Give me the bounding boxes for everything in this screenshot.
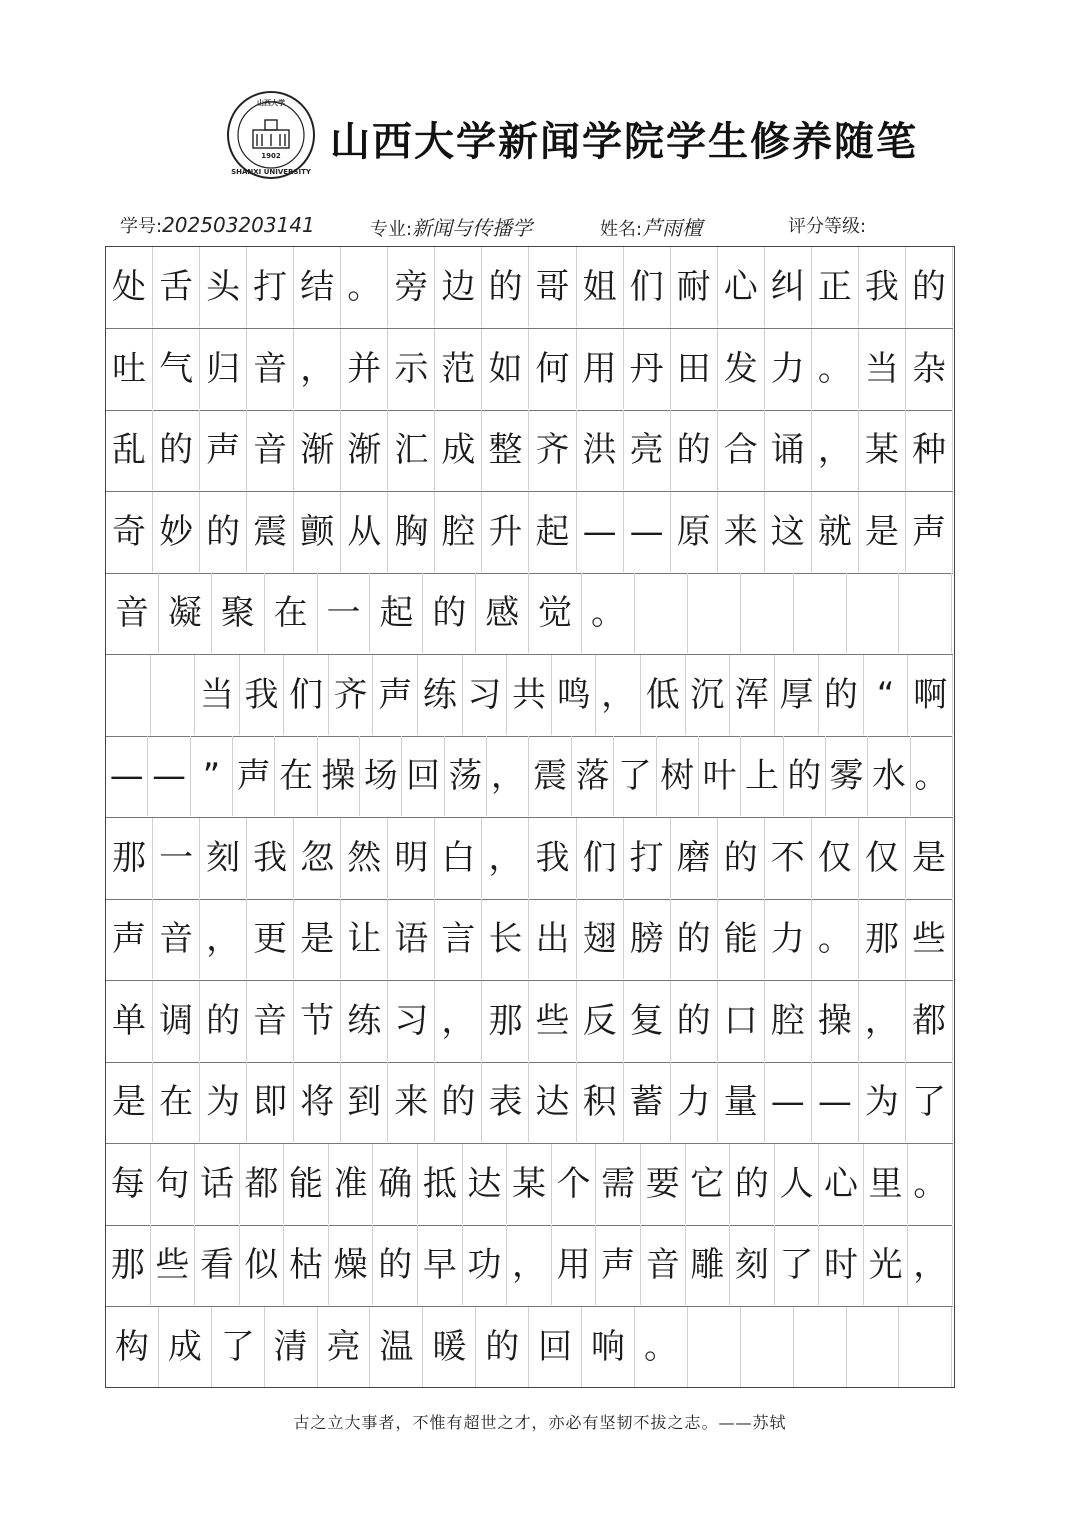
grid-cell: 丹: [624, 329, 671, 409]
grid-row: [106, 247, 953, 329]
grid-cell: 耐: [671, 247, 718, 327]
grid-cell: 田: [671, 329, 718, 409]
grid-cell: 汇: [388, 410, 435, 490]
grid-cell: ，: [859, 981, 906, 1061]
grid-cell: 了: [906, 1062, 953, 1142]
grid-cell: 来: [388, 1062, 435, 1142]
grid-cell-empty: [847, 1307, 900, 1387]
grid-cell: 当: [859, 329, 906, 409]
grid-cell: 的: [906, 247, 953, 327]
grid-cell: 复: [624, 981, 671, 1061]
grid-cell: 早: [418, 1225, 463, 1305]
grid-cell: 旁: [388, 247, 435, 327]
grid-cell: 仅: [812, 818, 859, 898]
grid-cell: 都: [240, 1144, 285, 1224]
grid-cell: 那: [106, 818, 153, 898]
grid-cell: 如: [482, 329, 529, 409]
grid-cell: 妙: [153, 492, 200, 572]
grid-cell: 一: [318, 573, 371, 653]
grid-cell: 乱: [106, 410, 153, 490]
grid-cell: 范: [435, 329, 482, 409]
grid-cell-empty: [741, 573, 794, 653]
grid-cell: 明: [388, 818, 435, 898]
grid-cell: 我: [530, 818, 577, 898]
grid-cell: 腔: [435, 492, 482, 572]
grid-cell: 暖: [423, 1307, 476, 1387]
grid-cell: 树: [657, 736, 699, 816]
grid-cell: 每: [106, 1144, 151, 1224]
grid-cell: 的: [718, 818, 765, 898]
grid-cell-empty: [688, 573, 741, 653]
grid-cell: 音: [247, 410, 294, 490]
grid-cell: ，: [812, 410, 859, 490]
grid-cell: 渐: [294, 410, 341, 490]
grid-row: [106, 818, 953, 900]
grid-cell: 响: [582, 1307, 635, 1387]
grid-cell: —: [624, 492, 671, 572]
grid-cell: 当: [195, 655, 240, 735]
grid-cell: 。: [908, 1144, 953, 1224]
grid-row: [106, 981, 953, 1063]
grid-cell: ，: [435, 981, 482, 1061]
grid-cell: 白: [435, 818, 482, 898]
grid-row: [106, 1062, 953, 1144]
grid-cell: 反: [577, 981, 624, 1061]
grid-cell: 们: [284, 655, 329, 735]
grid-cell: 洪: [577, 410, 624, 490]
grid-cell: 。: [812, 899, 859, 979]
grid-cell: 需: [596, 1144, 641, 1224]
grid-row: [106, 1225, 953, 1307]
grid-cell: 沉: [686, 655, 731, 735]
grid-cell: 时: [819, 1225, 864, 1305]
grid-cell: 何: [530, 329, 577, 409]
grid-cell: 整: [482, 410, 529, 490]
grid-row: [106, 899, 953, 981]
grid-cell: 然: [341, 818, 388, 898]
grid-cell: 打: [247, 247, 294, 327]
grid-cell: 共: [507, 655, 552, 735]
grid-cell: 声: [200, 410, 247, 490]
grid-cell: 它: [686, 1144, 731, 1224]
grid-cell: —: [577, 492, 624, 572]
grid-cell: ，: [482, 818, 529, 898]
grid-cell: 蓄: [624, 1062, 671, 1142]
grid-row: [106, 736, 953, 818]
grid-cell: 的: [435, 1062, 482, 1142]
grid-cell: 声: [233, 736, 275, 816]
grid-cell: 的: [423, 573, 476, 653]
grid-cell: 成: [435, 410, 482, 490]
grid-cell: 个: [552, 1144, 597, 1224]
grid-cell: 功: [463, 1225, 508, 1305]
grid-cell: 诵: [765, 410, 812, 490]
grid-cell: 些: [530, 981, 577, 1061]
grid-cell: 感: [476, 573, 529, 653]
page-header: [0, 70, 1080, 200]
grid-cell: 膀: [624, 899, 671, 979]
grid-cell: 了: [775, 1225, 820, 1305]
grid-cell: 场: [360, 736, 402, 816]
grid-cell: 的: [373, 1225, 418, 1305]
grid-cell: 言: [435, 899, 482, 979]
grid-cell: 人: [775, 1144, 820, 1224]
grid-cell: 心: [718, 247, 765, 327]
grid-cell: 力: [765, 329, 812, 409]
grid-cell: 在: [153, 1062, 200, 1142]
grid-cell: 里: [864, 1144, 909, 1224]
grid-cell: 音: [641, 1225, 686, 1305]
grid-cell-empty: [741, 1307, 794, 1387]
grid-cell: 凝: [159, 573, 212, 653]
grid-cell: ，: [507, 1225, 552, 1305]
grid-cell: 音: [247, 981, 294, 1061]
grid-row: [106, 410, 953, 492]
grid-cell: 仅: [859, 818, 906, 898]
grid-cell: 的: [671, 981, 718, 1061]
grid-cell: 确: [373, 1144, 418, 1224]
footer-quote: 古之立大事者，不惟有超世之才，亦必有坚韧不拔之志。——苏轼: [293, 1413, 787, 1432]
grid-cell: 渐: [341, 410, 388, 490]
grid-cell: 示: [388, 329, 435, 409]
grid-cell: 原: [671, 492, 718, 572]
grid-cell-empty: [900, 1307, 953, 1387]
name-label: 姓名:: [600, 219, 643, 240]
grid-cell: 操: [812, 981, 859, 1061]
grid-cell: 了: [614, 736, 656, 816]
grid-cell: 啊: [908, 655, 953, 735]
grid-cell: 从: [341, 492, 388, 572]
grid-cell: 亮: [624, 410, 671, 490]
grid-cell: 某: [859, 410, 906, 490]
grid-cell: 。: [911, 736, 953, 816]
grid-cell: 音: [106, 573, 159, 653]
grid-cell: 我: [247, 818, 294, 898]
grid-cell: 抵: [418, 1144, 463, 1224]
grid-cell: 回: [402, 736, 444, 816]
grid-cell: ”: [191, 736, 233, 816]
seal-year: 1902: [261, 152, 281, 160]
major-field: [370, 212, 532, 241]
grid-cell: 更: [247, 899, 294, 979]
grid-cell: 不: [765, 818, 812, 898]
grid-cell: 些: [151, 1225, 196, 1305]
grid-cell: 腔: [765, 981, 812, 1061]
grid-cell: 为: [859, 1062, 906, 1142]
grid-cell: 。: [582, 573, 635, 653]
grid-cell-empty: [847, 573, 900, 653]
grid-cell: 让: [341, 899, 388, 979]
seal-text-top: 山西大学: [257, 99, 285, 107]
grid-cell: 的: [153, 410, 200, 490]
grid-cell: 结: [294, 247, 341, 327]
grid-cell: 能: [718, 899, 765, 979]
student-id-value: 202503203141: [162, 213, 315, 237]
grid-cell: 用: [552, 1225, 597, 1305]
grid-cell: 习: [463, 655, 508, 735]
grid-cell: 似: [240, 1225, 285, 1305]
grid-cell: 震: [530, 736, 572, 816]
grid-cell: —: [812, 1062, 859, 1142]
grid-cell: 为: [200, 1062, 247, 1142]
grid-cell: —: [106, 736, 148, 816]
grid-cell: 雕: [686, 1225, 731, 1305]
grid-cell: 了: [212, 1307, 265, 1387]
grid-cell: 奇: [106, 492, 153, 572]
grid-cell: 觉: [529, 573, 582, 653]
grid-cell: 在: [265, 573, 318, 653]
grid-cell: 齐: [329, 655, 374, 735]
grid-cell: 磨: [671, 818, 718, 898]
grid-cell: 到: [341, 1062, 388, 1142]
grid-cell: 力: [765, 899, 812, 979]
grid-cell: 舌: [153, 247, 200, 327]
grid-cell: ，: [200, 899, 247, 979]
grid-cell: 语: [388, 899, 435, 979]
grid-cell: 清: [265, 1307, 318, 1387]
grid-cell: 出: [530, 899, 577, 979]
grid-cell: 看: [195, 1225, 240, 1305]
grid-cell: 刻: [200, 818, 247, 898]
grid-cell: 鸣: [552, 655, 597, 735]
grid-cell: 。: [635, 1307, 688, 1387]
grid-cell: [151, 655, 196, 735]
page-title: 山西大学新闻学院学生修养随笔: [330, 118, 918, 165]
grid-cell: 成: [159, 1307, 212, 1387]
grid-cell: 忽: [294, 818, 341, 898]
grid-cell: 力: [671, 1062, 718, 1142]
grid-row: [106, 573, 953, 655]
grid-cell: 震: [247, 492, 294, 572]
grid-cell: 声: [906, 492, 953, 572]
grid-cell: 发: [718, 329, 765, 409]
grid-cell: 心: [819, 1144, 864, 1224]
grid-cell: 的: [730, 1144, 775, 1224]
grid-cell: 节: [294, 981, 341, 1061]
grid-cell-empty: [794, 1307, 847, 1387]
grid-cell: 达: [463, 1144, 508, 1224]
grid-cell: 水: [868, 736, 910, 816]
grid-cell: 的: [819, 655, 864, 735]
grid-cell: 并: [341, 329, 388, 409]
grid-cell: —: [765, 1062, 812, 1142]
grid-cell: 的: [200, 492, 247, 572]
grid-cell: 们: [577, 818, 624, 898]
grid-cell: 的: [482, 247, 529, 327]
grid-cell: 亮: [318, 1307, 371, 1387]
grid-cell: 是: [294, 899, 341, 979]
grid-cell: 是: [906, 818, 953, 898]
grid-cell: 厚: [775, 655, 820, 735]
grid-cell: 。: [341, 247, 388, 327]
name-field: [600, 212, 702, 241]
grid-cell: 齐: [530, 410, 577, 490]
grid-cell: 翅: [577, 899, 624, 979]
grid-cell: ，: [487, 736, 529, 816]
grid-cell: 练: [341, 981, 388, 1061]
grid-cell: 头: [200, 247, 247, 327]
grid-cell: 的: [200, 981, 247, 1061]
major-label: 专业:: [370, 219, 413, 240]
grade-field: [788, 212, 866, 238]
grid-cell: 即: [247, 1062, 294, 1142]
grid-cell: 归: [200, 329, 247, 409]
grid-cell: 在: [275, 736, 317, 816]
grid-cell: 叶: [699, 736, 741, 816]
grid-cell: 要: [641, 1144, 686, 1224]
grid-cell: 那: [106, 1225, 151, 1305]
grid-row: [106, 1307, 953, 1389]
writing-grid: [105, 246, 955, 1388]
grid-cell: 用: [577, 329, 624, 409]
grid-cell: 打: [624, 818, 671, 898]
grid-cell: 刻: [730, 1225, 775, 1305]
grid-cell-empty: [794, 573, 847, 653]
grid-cell: 构: [106, 1307, 159, 1387]
grid-cell: 落: [572, 736, 614, 816]
grid-cell: 燥: [329, 1225, 374, 1305]
grid-cell: 表: [482, 1062, 529, 1142]
grid-cell: 的: [476, 1307, 529, 1387]
grid-cell: 回: [529, 1307, 582, 1387]
grid-cell: 颤: [294, 492, 341, 572]
grid-cell: 。: [812, 329, 859, 409]
grid-cell: 准: [329, 1144, 374, 1224]
grid-cell: 来: [718, 492, 765, 572]
grid-cell: 的: [671, 410, 718, 490]
grid-cell: “: [864, 655, 909, 735]
grid-cell: 浑: [730, 655, 775, 735]
grid-cell: 种: [906, 410, 953, 490]
grid-cell: 都: [906, 981, 953, 1061]
grid-cell: 达: [530, 1062, 577, 1142]
grid-cell: 枯: [284, 1225, 329, 1305]
grid-cell: 胸: [388, 492, 435, 572]
grid-cell: 操: [318, 736, 360, 816]
grid-cell: 起: [530, 492, 577, 572]
grid-cell: 声: [596, 1225, 641, 1305]
grid-cell: 升: [482, 492, 529, 572]
grid-cell: 合: [718, 410, 765, 490]
grid-cell: 那: [482, 981, 529, 1061]
grid-cell: 荡: [445, 736, 487, 816]
grid-cell: 声: [373, 655, 418, 735]
grid-cell: 音: [247, 329, 294, 409]
grid-cell: [106, 655, 151, 735]
grid-cell: ，: [596, 655, 641, 735]
grid-cell: 正: [812, 247, 859, 327]
grid-cell: 我: [859, 247, 906, 327]
grid-cell: 边: [435, 247, 482, 327]
grid-cell: 光: [864, 1225, 909, 1305]
grid-cell: 们: [624, 247, 671, 327]
grid-cell: 单: [106, 981, 153, 1061]
grid-cell: 气: [153, 329, 200, 409]
seal-text-bottom: SHANXI UNIVERSITY: [231, 168, 311, 176]
name-value: 芦雨檀: [642, 216, 703, 240]
student-id-field: [120, 212, 315, 238]
grid-cell: 起: [371, 573, 424, 653]
major-value: 新闻与传播学: [412, 216, 533, 240]
grid-cell: 将: [294, 1062, 341, 1142]
grid-cell: 句: [151, 1144, 196, 1224]
grid-cell: 话: [195, 1144, 240, 1224]
grid-cell: 吐: [106, 329, 153, 409]
grid-cell-empty: [635, 573, 688, 653]
grid-cell: 低: [641, 655, 686, 735]
grid-cell: —: [148, 736, 190, 816]
grid-row: [106, 492, 953, 574]
grid-cell: 量: [718, 1062, 765, 1142]
grid-cell: 我: [240, 655, 285, 735]
grid-cell: 纠: [765, 247, 812, 327]
grid-row: [106, 655, 953, 737]
student-info-row: [120, 212, 980, 242]
grid-cell-empty: [900, 573, 953, 653]
grid-cell: 口: [718, 981, 765, 1061]
grid-cell: 一: [153, 818, 200, 898]
grid-cell: 习: [388, 981, 435, 1061]
grid-cell: 杂: [906, 329, 953, 409]
grid-cell: 这: [765, 492, 812, 572]
grid-cell: 些: [906, 899, 953, 979]
grade-label: 评分等级:: [788, 216, 867, 237]
grid-cell: 雾: [826, 736, 868, 816]
grid-cell: 练: [418, 655, 463, 735]
grid-row: [106, 1144, 953, 1226]
grid-cell: 是: [106, 1062, 153, 1142]
grid-cell: 的: [784, 736, 826, 816]
grid-cell: 哥: [530, 247, 577, 327]
grid-cell: 积: [577, 1062, 624, 1142]
grid-cell: 的: [671, 899, 718, 979]
grid-cell: 调: [153, 981, 200, 1061]
grid-cell: 长: [482, 899, 529, 979]
grid-cell: 姐: [577, 247, 624, 327]
grid-cell: ，: [908, 1225, 953, 1305]
grid-cell: 声: [106, 899, 153, 979]
grid-cell: 处: [106, 247, 153, 327]
grid-cell: ，: [294, 329, 341, 409]
grid-cell: 上: [741, 736, 783, 816]
grid-cell: 音: [153, 899, 200, 979]
grid-cell: 温: [371, 1307, 424, 1387]
grid-cell: 是: [859, 492, 906, 572]
grid-cell: 能: [284, 1144, 329, 1224]
grid-row: [106, 329, 953, 411]
grid-cell: 某: [507, 1144, 552, 1224]
student-id-label: 学号:: [120, 216, 163, 237]
grid-cell: 聚: [212, 573, 265, 653]
grid-cell: 那: [859, 899, 906, 979]
grid-cell-empty: [688, 1307, 741, 1387]
grid-cell: 就: [812, 492, 859, 572]
university-seal-logo: [226, 90, 316, 180]
